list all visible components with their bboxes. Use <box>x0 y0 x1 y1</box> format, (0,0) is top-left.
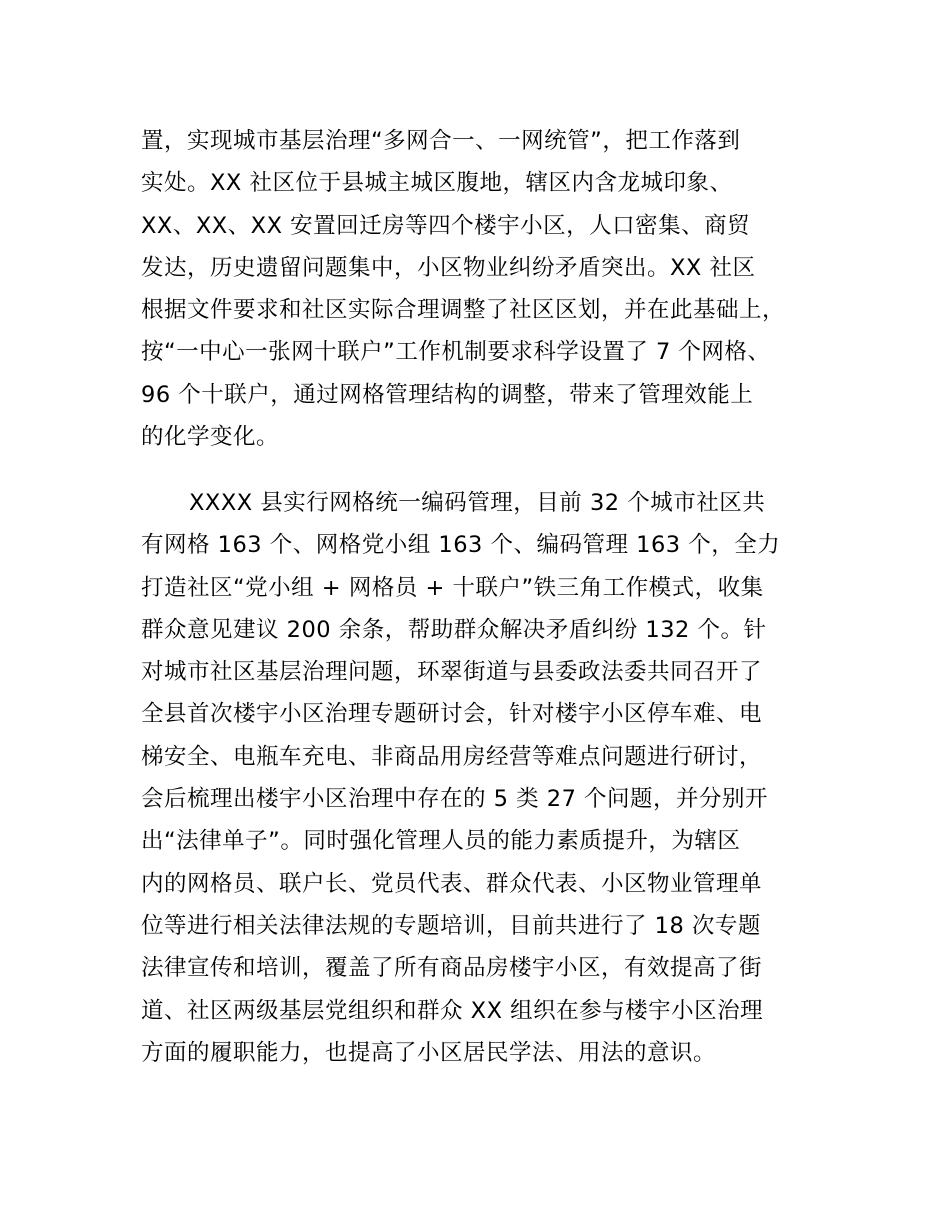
text-line: 根据文件要求和社区实际合理调整了社区区划，并在此基础上， <box>141 297 786 324</box>
text-line: 位等进行相关法律法规的专题培训，目前共进行了 18 次专题 <box>141 912 761 939</box>
text-line: 会后梳理出楼宇小区治理中存在的 5 类 27 个问题，并分别开 <box>141 786 769 813</box>
text-line: 道、社区两级基层党组织和群众 XX 组织在参与楼宇小区治理 <box>141 997 764 1024</box>
text-line-first: XXXX 县实行网格统一编码管理，目前 32 个城市社区共 <box>189 490 766 516</box>
text-line: 的化学变化。 <box>141 424 280 451</box>
text-line: 对城市社区基层治理问题，环翠街道与县委政法委共同召开了 <box>141 659 763 686</box>
paragraph-1 <box>141 120 841 458</box>
text-line: 全县首次楼宇小区治理专题研讨会，针对楼宇小区停车难、电 <box>141 701 763 728</box>
text-line: XX、XX、XX 安置回迁房等四个楼宇小区，人口密集、商贸 <box>141 212 751 239</box>
text-line: 梯安全、电瓶车充电、非商品用房经营等难点问题进行研讨， <box>141 743 763 770</box>
text-line: 群众意见建议 200 余条，帮助群众解决矛盾纠纷 132 个。针 <box>141 616 767 643</box>
text-line: 有网格 163 个、网格党小组 163 个、编码管理 163 个，全力 <box>141 532 781 559</box>
text-line: 法律宣传和培训，覆盖了所有商品房楼宇小区，有效提高了街 <box>141 955 763 982</box>
text-line: 内的网格员、联户长、党员代表、群众代表、小区物业管理单 <box>141 870 763 897</box>
text-line: 打造社区“党小组 + 网格员 + 十联户”铁三角工作模式，收集 <box>141 574 764 601</box>
text-line: 方面的履职能力，也提高了小区居民学法、用法的意识。 <box>141 1039 717 1066</box>
text-line: 出“法律单子”。同时强化管理人员的能力素质提升，为辖区 <box>141 828 741 855</box>
paragraph-2 <box>141 482 841 1074</box>
text-line: 发达，历史遗留问题集中，小区物业纠纷矛盾突出。XX 社区 <box>141 254 756 281</box>
text-line: 置，实现城市基层治理“多网合一、一网统管”，把工作落到 <box>141 128 741 154</box>
text-line: 96 个十联户，通过网格管理结构的调整，带来了管理效能上 <box>141 381 754 408</box>
text-line: 实处。XX 社区位于县城主城区腹地，辖区内含龙城印象、 <box>141 170 733 197</box>
text-line: 按“一中心一张网十联户”工作机制要求科学设置了 7 个网格、 <box>141 339 771 366</box>
